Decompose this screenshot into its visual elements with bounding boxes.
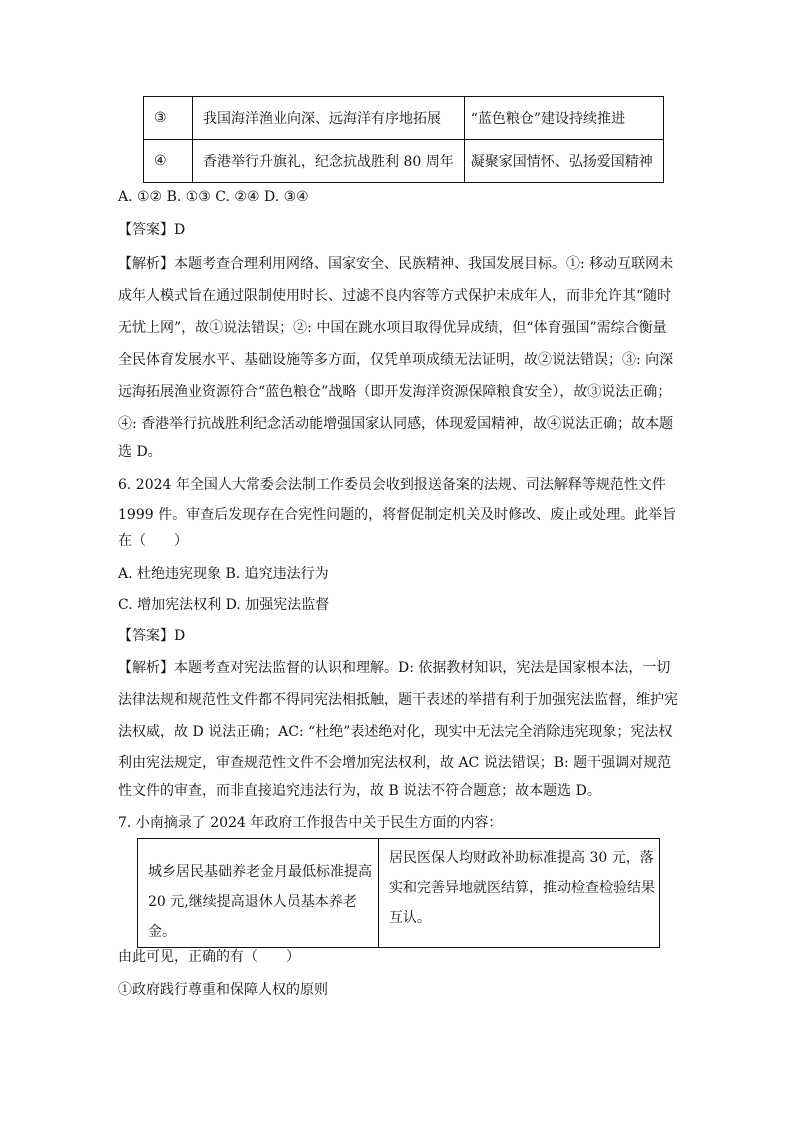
- policy-excerpt-table: [137, 838, 660, 948]
- medical-insurance-cell: [379, 839, 660, 948]
- q6-analysis-line: 性文件的审查，而非直接追究违法行为，故 B 说法不符合题意；故本题选 D。: [118, 783, 601, 799]
- q6-analysis-line: 利由宪法规定，审查规范性文件不会增加宪法权利，故 AC 说法错误；B: 题干强调对规范: [118, 755, 672, 771]
- medical-line: 互认。: [389, 910, 431, 926]
- q7-stem: 7. 小南摘录了 2024 年政府工作报告中关于民生方面的内容：: [118, 815, 503, 831]
- meaning-cell: 凝聚家国情怀、弘扬爱国精神: [464, 140, 663, 183]
- q5-answer: 【答案】D: [118, 222, 186, 238]
- q6-analysis-line: 法权威，故 D 说法正确；AC: “杜绝”表述绝对化，现实中无法完全消除违宪现象；宪法权: [118, 724, 673, 740]
- q5-analysis-line: 【解析】本题考查合理利用网络、国家安全、民族精神、我国发展目标。①: 移动互联网未: [118, 256, 674, 272]
- q6-stem-line: 在（ ）: [118, 533, 188, 549]
- q5-analysis-line: 全民体育发展水平、基础设施等多方面，仅凭单项成绩无法证明，故②说法错误；③: 向深: [118, 352, 674, 368]
- q5-analysis-line: 无忧上网”，故①说法错误；②: 中国在跳水项目取得优异成绩，但“体育强国”需综合衡量: [118, 320, 667, 336]
- q5-analysis-line: 成年人模式旨在通过限制使用时长、过滤不良内容等方式保护未成年人，而非允许其“随时: [118, 288, 672, 304]
- medical-line: 实和完善异地就医结算，推动检查检验结果: [389, 880, 655, 896]
- table-row: [144, 140, 664, 183]
- q6-analysis-line: 【解析】本题考查对宪法监督的认识和理解。D: 依据教材知识，宪法是国家根本法，一切: [118, 660, 671, 676]
- event-cell: 我国海洋渔业向深、远海洋有序地拓展: [193, 97, 465, 140]
- q6-analysis-line: 法律法规和规范性文件都不得同宪法相抵触，题干表述的举措有利于加强宪法监督，维护宪: [118, 692, 678, 708]
- events-table: [143, 96, 664, 183]
- q6-answer: 【答案】D: [118, 628, 186, 644]
- q5-analysis-line: 远海拓展渔业资源符合“蓝色粮仓”战略（即开发海洋资源保障粮食安全），故③说法正确；: [118, 384, 672, 400]
- pension-line: 城乡居民基础养老金月最低标准提高: [148, 864, 372, 880]
- q5-analysis-line: ④: 香港举行抗战胜利纪念活动能增强国家认同感，体现爱国精神，故④说法正确；故本题: [118, 416, 674, 432]
- table-row: [138, 839, 660, 948]
- table-row: [144, 97, 664, 140]
- meaning-cell: “蓝色粮仓”建设持续推进: [464, 97, 663, 140]
- q6-stem-line: 1999 件。审查后发现存在合宪性问题的，将督促制定机关及时修改、废止或处理。此举旨: [118, 507, 677, 523]
- q7-question: 由此可见，正确的有（ ）: [118, 949, 300, 965]
- event-cell: 香港举行升旗礼，纪念抗战胜利 80 周年: [193, 140, 465, 183]
- q6-stem-line: 6. 2024 年全国人大常委会法制工作委员会收到报送备案的法规、司法解释等规范性文件: [118, 477, 666, 493]
- q7-item: ①政府践行尊重和保障人权的原则: [118, 982, 328, 998]
- pension-line: 20 元,继续提高退休人员基本养老金。: [148, 894, 357, 940]
- pension-cell: [138, 839, 379, 948]
- q6-option-line: A. 杜绝违宪现象 B. 追究违法行为: [118, 566, 329, 582]
- row-number: ④: [144, 140, 193, 183]
- medical-line: 居民医保人均财政补助标准提高 30 元，落: [389, 850, 654, 866]
- row-number: ③: [144, 97, 193, 140]
- q6-option-line: C. 增加宪法权利 D. 加强宪法监督: [118, 597, 330, 613]
- q5-analysis-line: 选 D。: [118, 444, 162, 460]
- q5-options: A. ①② B. ①③ C. ②④ D. ③④: [118, 189, 309, 205]
